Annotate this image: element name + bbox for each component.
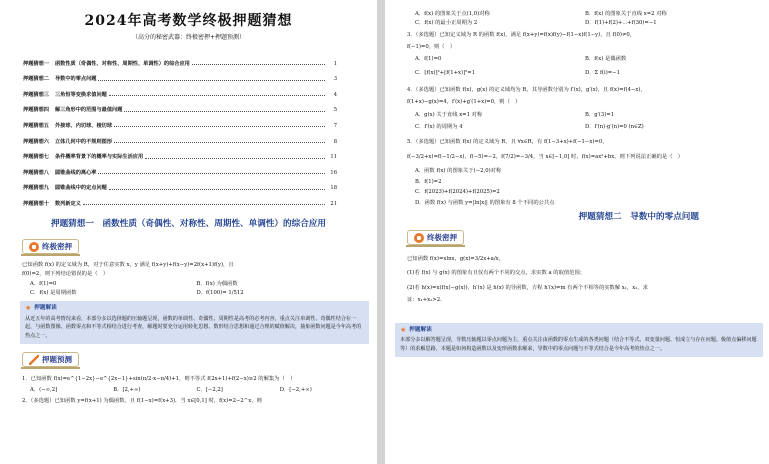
question-4: 4．（多选题）已知函数 f(x)，g(x) 的定义域均为 R，其导函数分别为 f′(x)，g′(x)，且 f(x)=f(4−x)， [407, 86, 646, 93]
toc-entry[interactable]: 押题猜想三 三角恒等变换求值问题 4 [23, 91, 337, 98]
option[interactable]: C．[−2,2] [196, 386, 223, 393]
toc-entry[interactable]: 押题猜想二 导数中的零点问题 3 [23, 76, 337, 83]
option[interactable]: A．函数 f(x) 的图象关于(−2,0)对称 [415, 168, 502, 175]
question-2: 2．（多选题）已知函数 y=f(x+1) 为偶函数，且 f(1−x)=f(x+3)，当 x∈[0,1] 时，f(x)=2−2^x，则 [22, 398, 262, 405]
question-6-part1: (1)若 f(x) 与 g(x) 的图象有且仅有两个不同的交点，求实数 a 的取值范围； [407, 270, 586, 277]
toc-entry[interactable]: 押题猜想六 立体几何中的不规则图形 8 [23, 138, 337, 145]
table-of-contents [23, 51, 337, 207]
analysis-box: ★ 押题解读 本部分多以解答题呈现，导数压轴题以零点问题为主，重点关注由函数的零点生成的各类问题（结合不等式、双变量问题、恒成立与存在问题、极值点偏移问题等）的求解思路，本题是如何构造函数以及变形函数求解来，导数中的零点问题与不等式结合是今年高考的热点之一。 [395, 323, 763, 357]
gear-icon [29, 242, 39, 252]
option[interactable]: A．f(x) 的图象关于点(1,0)对称 [415, 11, 490, 17]
option[interactable]: D．f′(n)·g′(n)=0 (n∈Z) [585, 124, 644, 131]
question-5-cont: f(−3/2+x)=f(−1/2−x)，f(−5)=−2，f(7/2)=−3/4，当 x∈[−1,0] 时，f(x)=ax²+bx，则下列说法正确的是（ ） [407, 153, 684, 160]
toc-entry[interactable]: 押题猜想七 条件概率背景下的概率与实际生活应用 11 [23, 154, 337, 161]
question-text: f(0)=2，则下列结论错误的是（ ） [22, 270, 109, 277]
analysis-box: ★ 押题解读 从近五年的高考情况来看，本部分多以选择题的压轴题呈现，函数的单调性、奇偶性、周期性是高考的必考内容，重点关注单调性、奇偶性结合在一起，与函数图像、函数零点和不等式相结合进行考查，解题时要充分运用转化思想、数形结合思想和通过合理的赋值解决，抽象函数问题是今年高考的热点之一。 [20, 301, 369, 344]
question-5: 5．（多选题）已知函数 f(x) 的定义域为 R，且 ∀x∈R，有 f(1−3+x)+f(−1−x)=0， [407, 138, 608, 145]
answer-options [30, 280, 363, 297]
option[interactable]: A．f(1)=0 [30, 281, 57, 288]
toc-entry[interactable]: 押题猜想一 函数性质（奇偶性、对称性、周期性、单调性）的综合应用 1 [23, 60, 337, 67]
section-heading: 押题猜想二 导数中的零点问题 [578, 211, 699, 222]
option[interactable]: B．f(x) 是偶函数 [585, 56, 627, 63]
final-prediction-badge: 终极密押 [407, 230, 464, 245]
option[interactable]: D．Σ f(i)=−1 [585, 69, 621, 76]
option[interactable]: B．f(x) 的图象关于直线 x=2 对称 [585, 11, 667, 17]
option[interactable]: A．f(1)=0 [415, 56, 442, 63]
pen-icon [29, 355, 39, 365]
toc-entry[interactable]: 押题猜想九 圆锥曲线中的定点问题 18 [23, 185, 337, 192]
question-3: 3．（多选题）已知定义域为 R 的函数 f(x)，满足 f(x+y)=f(x)f(y)−f(1−x)f(1−y)，且 f(0)≠0， [407, 32, 636, 39]
option[interactable]: D．f(1)+f(2)+⋯+f(30)=−1 [585, 19, 657, 26]
option[interactable]: C．f(x) 是周期函数 [30, 289, 77, 296]
question-1: 1．已知函数 f(x)=e^{1−2x}−e^{2x−1}+sin(π/2·x−π/4)+1，则不等式 f(2x+1)+f(2−x)≥2 的解集为（ ） [22, 375, 296, 382]
question-3-cont: f(−1)=0，则（ ） [407, 43, 456, 50]
prediction-badge: 押题预测 [22, 352, 79, 367]
option[interactable]: B．f(1)=2 [415, 178, 442, 185]
star-icon: ★ [25, 304, 32, 313]
option[interactable]: C．f(x) 的最小正周期为 2 [415, 19, 478, 26]
answer-options [415, 10, 755, 27]
star-icon: ★ [400, 325, 407, 334]
option[interactable]: B．f(x) 为偶函数 [196, 281, 238, 288]
question-6-part2-cont: 证：x₁+x₂>2. [407, 297, 442, 304]
option[interactable]: A．g(x) 关于直线 x=1 对称 [415, 111, 483, 118]
option[interactable]: D．函数 f(x) 与函数 y=|ln|x|| 的图象有 8 个不同的公共点 [415, 199, 555, 206]
question-text: 已知函数 f(x) 的定义域为 R，对于任意实数 x，y 满足 f(x+y)+f(x−y)=2f(x+1)f(y)，且 [22, 261, 234, 268]
option[interactable]: B．g′(3)=1 [585, 111, 615, 118]
option[interactable]: C．f′(x) 的周期为 4 [415, 124, 463, 131]
analysis-text: 从近五年的高考情况来看，本部分多以选择题的压轴题呈现，函数的单调性、奇偶性、周期性是高考的必考内容，重点关注单调性、奇偶性结合在一起，与函数图像、函数零点和不等式相结合进行考查，解题时要充分运用转化思想、数形结合思想和通过合理的赋值解决，抽象函数问题是今年高考的热点之一。 [25, 315, 362, 339]
answer-options [415, 111, 755, 132]
section-heading: 押题猜想一 函数性质（奇偶性、对称性、周期性、单调性）的综合应用 [50, 218, 326, 229]
gear-icon [414, 233, 424, 243]
document-page-1 [0, 0, 377, 464]
option[interactable]: B．[2,+∞) [113, 386, 141, 393]
question-6: 已知函数 f(x)=xlnx，g(x)=3/2x+a/x， [407, 255, 504, 262]
toc-entry[interactable]: 押题猜想四 解三角形中的范围与最值问题 5 [23, 107, 337, 114]
option[interactable]: C．[f(x)]²+[f(1+x)]²=1 [415, 69, 476, 76]
answer-options [415, 167, 755, 207]
option[interactable]: A．(−∞,2] [30, 386, 58, 393]
document-title: 2024年高考数学终极押题猜想 [84, 13, 293, 29]
answer-options [415, 55, 755, 77]
toc-entry[interactable]: 押题猜想五 外接球、内切球、棱切球 7 [23, 122, 337, 129]
document-subtitle: （高分的秘密武器：终极密押+押题预测） [131, 34, 246, 41]
option[interactable]: D．[−2,+∞) [279, 386, 312, 393]
option[interactable]: D．f(100)= 1/512 [196, 289, 244, 296]
analysis-text: 本部分多以解答题呈现，导数压轴题以零点问题为主，重点关注由函数的零点生成的各类问题（结合不等式、双变量问题、恒成立与存在问题、极值点偏移问题等）的求解思路，本题是如何构造函数以及变形函数求解来，导数中的零点问题与不等式结合是今年高考的热点之一。 [400, 337, 757, 352]
answer-options [30, 386, 363, 395]
question-4-cont: f(1+x)−g(x)=4，f′(x)+g′(1+x)=0，则（ ） [407, 99, 521, 106]
question-6-part2: (2)若 h(x)=x(f(x)−g(x))，h′(x) 是 h(x) 的导函数，方程 h′(x)=m 有两个不相等的实数解 x₁，x₂，求 [407, 284, 648, 291]
toc-entry[interactable]: 押题猜想十 数列新定义 21 [23, 200, 337, 207]
page-gap [377, 0, 385, 464]
toc-entry[interactable]: 押题猜想八 圆锥曲线的离心率 16 [23, 169, 337, 176]
document-page-2 [385, 0, 769, 464]
option[interactable]: C．f(2023)+f(2024)+f(2025)=2 [415, 189, 500, 196]
final-prediction-badge: 终极密押 [22, 239, 79, 254]
